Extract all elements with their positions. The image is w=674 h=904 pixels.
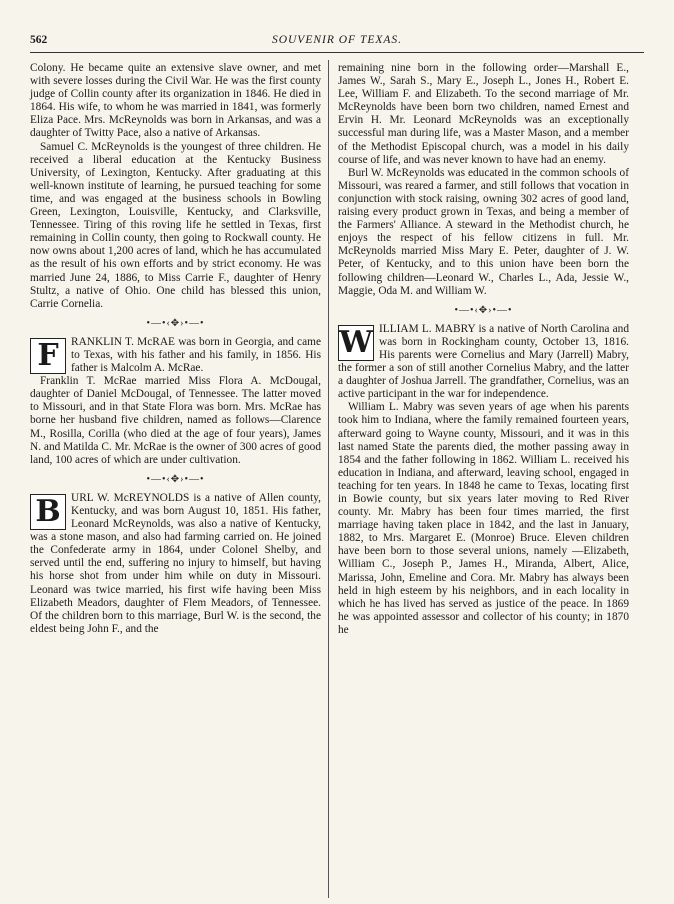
drop-cap-b: B bbox=[30, 494, 66, 530]
paragraph-samuel: Samuel C. McReynolds is the youngest of three children. He received a liberal education at the Kentucky Business University, of Lexington, Kentucky. After graduating at this well-known institute of learning, he pursued teaching for some time, and was engaged at the business schools in Bowling Green, Lexington, Louisville, Kentucky, and Clarksville, Tennessee. Tiring of this roving life he settled in Texas, first remaining in Collin county, then going to Rockwall county. He now owns about 1,200 acres of land, which he has accumulated as the result of his own efforts and by strict economy. He was married June 24, 1886, to Miss Carrie F., daughter of Henry Stultz, a native of Ohio. One child has blessed this union, Carrie Cornelia. bbox=[30, 140, 321, 310]
left-column bbox=[30, 62, 321, 636]
section-ornament: •—•‹✥›•—• bbox=[146, 473, 205, 485]
entry-mcrae bbox=[30, 336, 321, 467]
section-ornament: •—•‹✥›•—• bbox=[454, 304, 513, 316]
section-ornament: •—•‹✥›•—• bbox=[146, 317, 205, 329]
mcrae-intro: RANKLIN T. McRAE was born in Georgia, and came to Texas, with his father and his family, in 1856. His father is Malcolm A. McRae. bbox=[71, 335, 321, 375]
page-number: 562 bbox=[30, 34, 48, 46]
page-header bbox=[30, 26, 644, 53]
paragraph-burl-education: Burl W. McReynolds was educated in the common schools of Missouri, was reared a farmer, and still follows that vocation in conjunction with stock raising, owning 302 acres of good land, raising every product grown in Texas, and being a member of the Farmers' Alliance. A steward in the Methodist church, he enjoys the respect of his fellow citizens in full. Mr. McReynolds married Miss Mary E. Peter, daughter of J. W. Peter, of Kentucky, and to this union have been born the following children—Leonard W., Charles L., Ada, Jessie W., Maggie, Oda M. and William W. bbox=[338, 166, 629, 297]
burl-intro: URL W. McREYNOLDS is a native of Allen county, Kentucky, and was born August 10, 1851. His father, Leonard McReynolds, was also a native of Kentucky, was a stone mason, and also had farming carried on. He joined the Confederate army in 1864, under Colonel Shelby, and served until the end, suffering no injury to himself, but having his horse shot from under him while on duty in Missouri. Leonard was twice married, his first wife having been Miss Elizabeth Meadors, daughter of Flem Meadors, of Tennessee. Of the children born to this marriage, Burl W. is the second, the eldest being John F., and the bbox=[30, 491, 321, 635]
entry-mabry bbox=[338, 323, 629, 637]
drop-cap-f: F bbox=[30, 338, 66, 374]
mcrae-paragraph: Franklin T. McRae married Miss Flora A. McDougal, daughter of Daniel McDougal, of Tennessee. The latter moved to Missouri, and in that State Flora was born. Mrs. McRae has borne her husband five children, named as follows—Clarence M., Rosilla, Corilla (who died at the age of four years), James N. and Matilda C. Mr. McRae is the owner of 300 acres of good land, 100 acres of which are under cultivation. bbox=[30, 375, 321, 466]
column-divider bbox=[328, 60, 329, 898]
paragraph-continued: remaining nine born in the following order—Marshall E., James W., Sarah S., Mary E., Joseph L., Jones H., Robert E. Lee, William F. and Elizabeth. To the second marriage of Mr. McReynolds have been born two children, named Ernest and Ervin H. Mr. Leonard McReynolds was an exceptionally successful man during life, was a Master Mason, and a member of the Methodist Episcopal church, was a model in his daily course of life, and was never known to have had an enemy. bbox=[338, 62, 629, 166]
mabry-intro: ILLIAM L. MABRY is a native of North Carolina and was born in Rockingham county, October 13, 1816. His parents were Cornelius and Mary (Jarrell) Mabry, the former a son of still another Cornelius Mabry, and the latter a daughter of Joshua Jarrell. The grandfather, Cornelius, was an active participant in the war for independence. bbox=[338, 322, 629, 401]
paragraph-continued: Colony. He became quite an extensive slave owner, and met with severe losses during the Civil War. He was the first county judge of Collin county after its organization in 1846. He died in 1864. His wife, to whom he was married in 1841, was formerly Eliza Pace. Mrs. McReynolds was born in Arkansas, and was a daughter of Twitty Pace, also a native of Arkansas. bbox=[30, 62, 321, 140]
running-title: SOUVENIR OF TEXAS. bbox=[271, 34, 403, 46]
entry-burl bbox=[30, 492, 321, 636]
mabry-paragraph: William L. Mabry was seven years of age when his parents took him to Indiana, where the family remained fourteen years, afterward going to Wayne county, Missouri, and it was in this last named State the parents died, the mother passing away in 1854 and the father following in 1862. William L. received his education in Indiana, and afterward, leaving school, engaged in teaching for ten years. In 1848 he came to Texas, locating first in Bowie county, but six years later moving to Red River county. Mr. Mabry has been four times married, the first marriage having taken place in 1842, and the last in January, 1882, to Mrs. Margaret E. (Monroe) Bruce. Eleven children have been born to those several unions, namely —Elizabeth, William C., Joseph P., James H., Miranda, Albert, Alice, Marissa, John, Emeline and Cora. Mr. Mabry has always been held in high esteem by his neighbors, and in each locality in which he has lived has served as justice of the peace. In 1869 he was appointed assessor and collector of his county; in 1870 he bbox=[338, 401, 629, 636]
right-column bbox=[338, 62, 629, 637]
drop-cap-w: W bbox=[339, 324, 373, 360]
